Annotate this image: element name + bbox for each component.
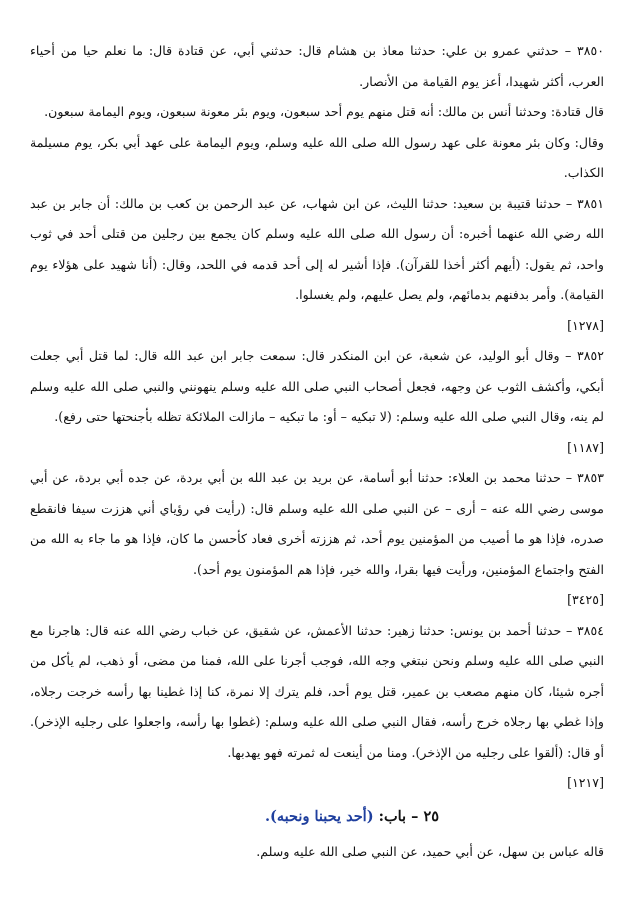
cross-reference: [٣٤٢٥] bbox=[567, 592, 604, 607]
hadith-text: ٣٨٥٢ – وقال أبو الوليد، عن شعبة، عن ابن المنكدر قال: سمعت جابر ابن عبد الله قال: لما قتل أبي جعلت أبكي، وأكشف الثوب عن وجهه، فجعل أصحاب النبي صلى الله عليه وسلم ينهونني والنبي صلى الله عليه وسلم لم ينه، وقال النبي صلى الله عليه وسلم: (لا تبكيه – أو: ما تبكيه – مازالت الملائكة تظله بأجنحتها حتى رفع). bbox=[30, 348, 604, 424]
cross-reference: [١١٨٧] bbox=[567, 439, 604, 455]
hadith-3854 bbox=[30, 616, 604, 799]
hadith-3852 bbox=[30, 341, 604, 463]
hadith-text: وقال: وكان بئر معونة على عهد رسول الله صلى الله عليه وسلم، ويوم اليمامة على عهد أبي بكر، يوم مسيلمة الكذاب. bbox=[30, 134, 604, 180]
chapter-heading bbox=[30, 801, 604, 833]
chapter-number: ٢٥ – باب: bbox=[373, 807, 440, 825]
cross-reference: [١٢٧٨] bbox=[567, 317, 604, 333]
cross-reference: [١٢١٧] bbox=[567, 775, 604, 790]
chapter-title: (أحد يحبنا ونحبه). bbox=[264, 807, 374, 825]
hadith-text: ٣٨٥١ – حدثنا قتيبة بن سعيد: حدثنا الليث، عن ابن شهاب، عن عبد الرحمن بن كعب بن مالك: أن جابر بن عبد الله رضي الله عنهما أخبره: أن رسول الله صلى الله عليه وسلم كان يجمع بين رجلين من قتلى أحد في ثوب واحد، ثم يقول: (أيهم أكثر أخذا للقرآن). فإذا أشير له إلى أحد قدمه في اللحد، وقال: (أنا شهيد على هؤلاء يوم القيامة). وأمر بدفنهم بدمائهم، ولم يصل عليهم، ولم يغسلوا. bbox=[30, 195, 604, 302]
hadith-text: ٣٨٥٤ – حدثنا أحمد بن يونس: حدثنا زهير: حدثنا الأعمش، عن شقيق، عن خباب رضي الله عنه قال: هاجرنا مع النبي صلى الله عليه وسلم ونحن نبتغي وجه الله، فوجب أجرنا على الله، فمنا من مضى، أو ذهب، لم يأكل من أجره شيئا، كان منهم مصعب بن عمير، قتل يوم أحد، فلم يترك إلا نمرة، كنا إذا غطينا بها رأسه خرجت رجلاه، وإذا غطي بها رجلاه خرج رأسه، فقال النبي صلى الله عليه وسلم: (غطوا بها رأسه، واجعلوا على رجليه الإذخر). أو قال: (ألقوا على رجليه من الإذخر). ومنا من أينعت له ثمرته فهو يهدبها. bbox=[30, 622, 604, 760]
hadith-text: ٣٨٥٠ – حدثني عمرو بن علي: حدثنا معاذ بن هشام قال: حدثني أبي، عن قتادة قال: ما نعلم حيا من أحياء العرب، أكثر شهيدا، أعز يوم القيامة من الأنصار. bbox=[30, 43, 604, 89]
hadith-3851 bbox=[30, 189, 604, 342]
hadith-text: ٣٨٥٣ – حدثنا محمد بن العلاء: حدثنا أبو أسامة، عن بريد بن عبد الله بن أبي بردة، عن جده أبي بردة، عن أبي موسى رضي الله عنه – أرى – عن النبي صلى الله عليه وسلم قال: (رأيت في رؤياي أني هززت سيفا فانقطع صدره، فإذا هو ما أصيب من المؤمنين يوم أحد، ثم هززته أخرى فعاد كأحسن ما كان، فإذا هو ما جاء به الله من الفتح واجتماع المؤمنين، ورأيت فيها بقرا، والله خير، فإذا هم المؤمنون يوم أحد). bbox=[30, 470, 604, 577]
chapter-intro: قاله عباس بن سهل، عن أبي حميد، عن النبي صلى الله عليه وسلم. bbox=[256, 843, 604, 859]
hadith-3853 bbox=[30, 463, 604, 616]
hadith-text: قال قتادة: وحدثنا أنس بن مالك: أنه قتل منهم يوم أحد سبعون، ويوم بئر معونة سبعون، ويوم اليمامة سبعون. bbox=[44, 104, 604, 119]
hadith-3850 bbox=[30, 36, 604, 189]
